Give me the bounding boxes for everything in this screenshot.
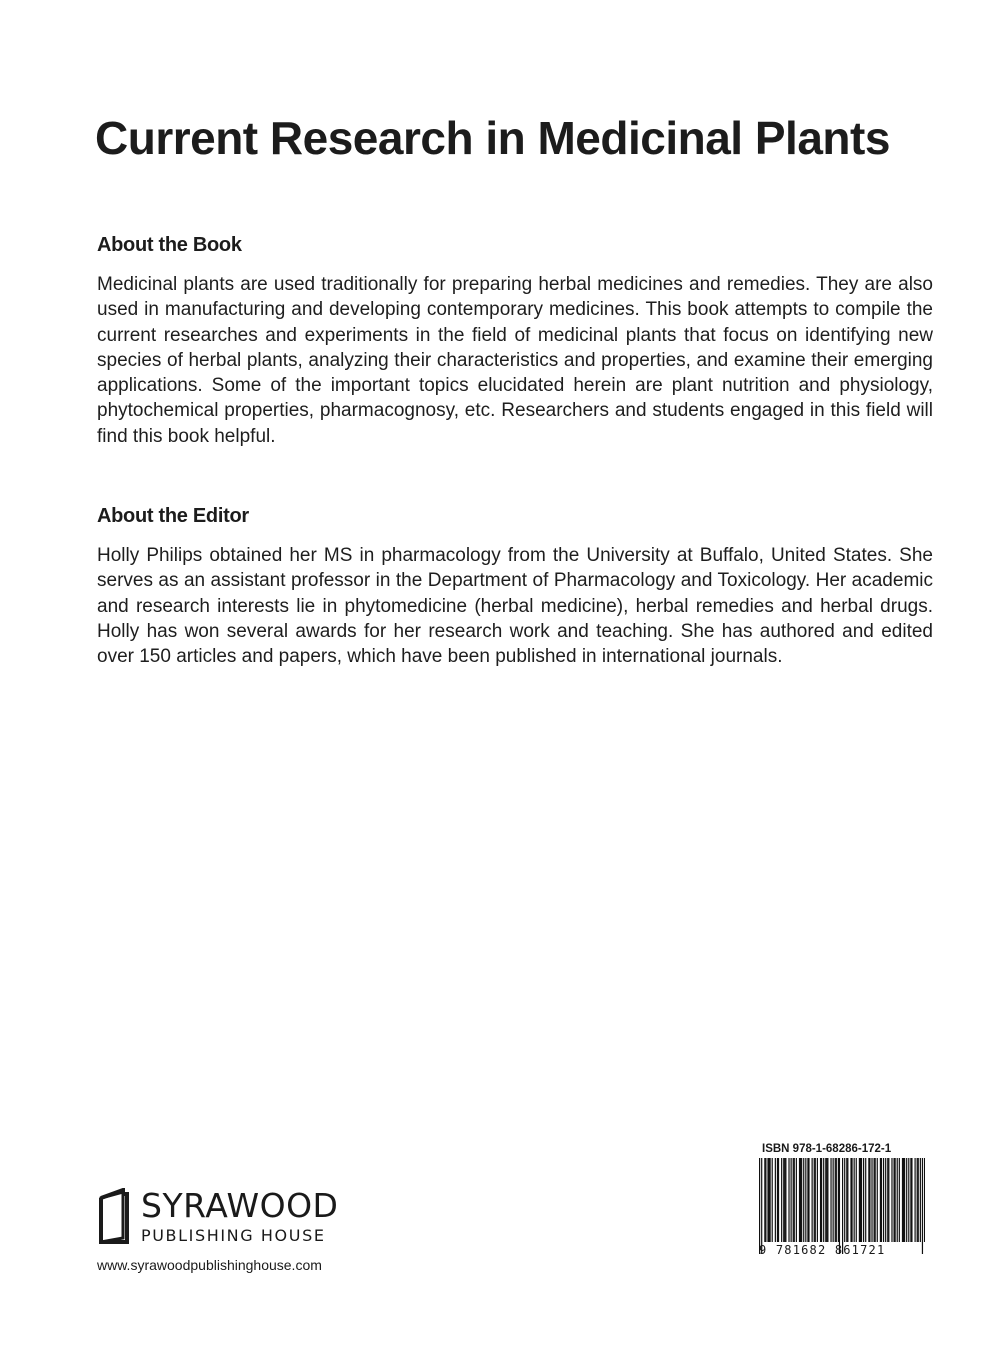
publisher-subtitle: PUBLISHING HOUSE: [141, 1226, 326, 1245]
publisher-website: www.syrawoodpublishinghouse.com: [97, 1257, 322, 1273]
barcode-bar: [920, 1158, 921, 1242]
barcode-bar: [821, 1158, 822, 1242]
barcode-bar: [765, 1158, 766, 1242]
barcode-bar: [838, 1158, 839, 1242]
barcode-bar: [791, 1158, 792, 1242]
barcode-bar: [924, 1158, 925, 1242]
barcode-bar: [881, 1158, 882, 1242]
barcode-bar: [827, 1158, 828, 1242]
barcode-bar: [885, 1158, 886, 1242]
barcode-bar: [761, 1158, 762, 1254]
barcode-bar: [823, 1158, 824, 1242]
barcode-bar: [784, 1158, 785, 1242]
barcode-bar: [877, 1158, 878, 1242]
barcode-bar: [781, 1158, 782, 1242]
isbn-label: ISBN 978-1-68286-172-1: [762, 1143, 892, 1155]
barcode-bar: [908, 1158, 909, 1242]
barcode-bar: [767, 1158, 768, 1242]
barcode-bar: [793, 1158, 794, 1242]
barcode-bar: [906, 1158, 907, 1242]
barcode-bar: [904, 1158, 905, 1242]
barcode-bar: [835, 1158, 836, 1242]
barcode-bar: [902, 1158, 903, 1242]
barcode-bar: [903, 1158, 904, 1242]
barcode-bar: [839, 1158, 840, 1254]
barcode-bar: [833, 1158, 834, 1242]
barcode-bar: [812, 1158, 813, 1242]
barcode-bar: [911, 1158, 912, 1242]
barcode-bar: [778, 1158, 779, 1242]
barcode-bar: [865, 1158, 866, 1242]
barcode-bar: [922, 1158, 923, 1254]
barcode-bar: [847, 1158, 848, 1242]
barcode-bar: [817, 1158, 818, 1242]
barcode-digits: 9 781682 861721: [759, 1243, 886, 1257]
barcode-bar: [897, 1158, 898, 1242]
barcode-bar: [899, 1158, 900, 1242]
barcode-bar: [800, 1158, 801, 1242]
barcode-bar: [863, 1158, 864, 1242]
barcode-bar: [914, 1158, 915, 1242]
publisher-logo: [97, 1188, 357, 1252]
barcode-bar: [808, 1158, 809, 1242]
barcode-bar: [895, 1158, 896, 1242]
barcode-bar: [807, 1158, 808, 1242]
barcode-bar: [871, 1158, 872, 1242]
barcode-bar: [768, 1158, 769, 1242]
barcode-bar: [917, 1158, 918, 1242]
barcode-bar: [874, 1158, 875, 1242]
barcode-bar: [814, 1158, 815, 1242]
barcode-bar: [887, 1158, 888, 1242]
barcode-bar: [861, 1158, 862, 1242]
barcode-bar: [854, 1158, 855, 1242]
barcode-bar: [805, 1158, 806, 1242]
barcode-bar: [868, 1158, 869, 1242]
barcode-bar: [856, 1158, 857, 1242]
barcode-bar: [859, 1158, 860, 1242]
barcode-bar: [883, 1158, 884, 1242]
barcode-bar: [794, 1158, 795, 1242]
barcode-bar: [759, 1158, 760, 1254]
barcode-bar: [796, 1158, 797, 1242]
about-book-heading: About the Book: [97, 234, 242, 256]
barcode-bar: [799, 1158, 800, 1242]
barcode-bar: [850, 1158, 851, 1242]
barcode-bar: [830, 1158, 831, 1242]
barcode-bar: [770, 1158, 771, 1242]
barcode-bar: [880, 1158, 881, 1242]
barcode-bar: [772, 1158, 773, 1242]
barcode-bar: [891, 1158, 892, 1242]
barcode-bar: [764, 1158, 765, 1242]
barcode-bar: [803, 1158, 804, 1242]
barcode-bar: [875, 1158, 876, 1242]
about-editor-heading: About the Editor: [97, 505, 249, 527]
barcode-bar: [888, 1158, 889, 1242]
barcode-bar: [801, 1158, 802, 1242]
barcode-bar: [775, 1158, 776, 1242]
barcode-bar: [836, 1158, 837, 1242]
barcode-bar: [869, 1158, 870, 1242]
publisher-name: SYRAWOOD: [141, 1186, 339, 1225]
barcode-bar: [842, 1158, 843, 1254]
barcode-bar: [826, 1158, 827, 1242]
barcode-bar: [910, 1158, 911, 1242]
about-editor-text: Holly Philips obtained her MS in pharmacology from the University at Buffalo, United States. She serves as an assistant professor in the Department of Pharmacology and Toxicology. Her academic and research interests lie in phytomedicine (herbal medicine), herbal remedies and herbal drugs. Holly has won several awards for her research work and teaching. She has authored and edited over 150 articles and papers, which have been published in international journals.: [97, 545, 933, 668]
barcode-bar: [783, 1158, 784, 1242]
book-title: Current Research in Medicinal Plants: [95, 112, 890, 164]
book-icon: [97, 1188, 133, 1253]
barcode-bar: [820, 1158, 821, 1242]
barcode-bar: [788, 1158, 789, 1242]
barcode-bar: [846, 1158, 847, 1242]
barcode-bar: [844, 1158, 845, 1242]
barcode-bar: [851, 1158, 852, 1242]
barcode-bar: [893, 1158, 894, 1242]
barcode-bar: [777, 1158, 778, 1242]
barcode-bar: [825, 1158, 826, 1242]
about-book-text: Medicinal plants are used traditionally for preparing herbal medicines and remedies. They are also used in manufacturing and developing contemporary medicines. This book attempts to compile the current researches and experiments in the field of medicinal plants that focus on identifying new species of herbal plants, analyzing their characteristics and properties, and examine their emerging applications. Some of the important topics elucidated herein are plant nutrition and physiology, phytochemical properties, pharmacognosy, etc. Researchers and students engaged in this field will find this book helpful.: [97, 274, 933, 447]
barcode-bar: [815, 1158, 816, 1242]
barcode-bar: [918, 1158, 919, 1242]
barcode-bar: [860, 1158, 861, 1242]
barcode-bar: [785, 1158, 786, 1242]
